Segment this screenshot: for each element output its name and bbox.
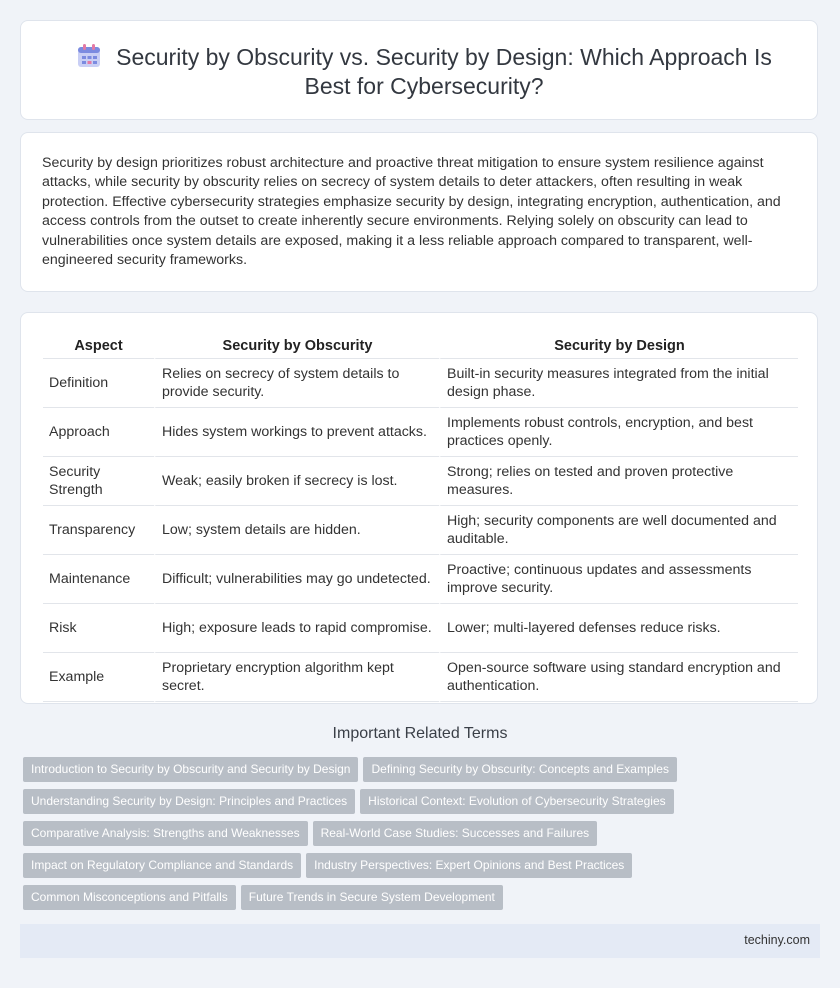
title-text: Security by Obscurity vs. Security by Design: Which Approach Is Best for Cybersecurity? bbox=[116, 44, 772, 99]
row-design: Lower; multi-layered defenses reduce risks. bbox=[439, 603, 798, 652]
row-aspect: Maintenance bbox=[43, 554, 154, 603]
table-row bbox=[43, 358, 798, 407]
related-term-link[interactable]: Industry Perspectives: Expert Opinions and Best Practices bbox=[306, 853, 632, 878]
title-card bbox=[20, 20, 818, 120]
intro-card bbox=[20, 132, 818, 292]
footer-site-link[interactable]: techiny.com bbox=[744, 933, 810, 947]
row-aspect: Transparency bbox=[43, 505, 154, 554]
related-term-link[interactable]: Historical Context: Evolution of Cybersecurity Strategies bbox=[360, 789, 673, 814]
related-terms-title: Important Related Terms bbox=[332, 725, 508, 742]
row-obscurity: Weak; easily broken if secrecy is lost. bbox=[154, 456, 439, 505]
comparison-card bbox=[20, 312, 818, 704]
related-term-link[interactable]: Common Misconceptions and Pitfalls bbox=[23, 885, 236, 910]
row-aspect: Example bbox=[43, 652, 154, 702]
row-obscurity: Proprietary encryption algorithm kept secret. bbox=[154, 652, 439, 702]
table-row bbox=[43, 407, 798, 456]
table-row bbox=[43, 603, 798, 652]
related-term-link[interactable]: Future Trends in Secure System Development bbox=[241, 885, 503, 910]
related-term-link[interactable]: Introduction to Security by Obscurity and Security by Design bbox=[23, 757, 358, 782]
intro-paragraph: Security by design prioritizes robust architecture and proactive threat mitigation to ensure system resilience against attacks, while security by obscurity relies on secrecy of system details to deter attackers, often resulting in weak protection. Effective cybersecurity strategies emphasize security by design, integrating encryption, authentication, and access controls from the outset to create inherently secure environments. Relying solely on obscurity can lead to vulnerabilities once system details are exposed, making it a less reliable approach compared to transparent, well-engineered security frameworks. bbox=[42, 155, 781, 269]
related-term-link[interactable]: Real-World Case Studies: Successes and Failures bbox=[313, 821, 598, 846]
table-row bbox=[43, 554, 798, 603]
related-terms-list bbox=[23, 757, 813, 917]
tag-row bbox=[23, 821, 813, 846]
related-term-link[interactable]: Comparative Analysis: Strengths and Weaknesses bbox=[23, 821, 308, 846]
row-design: Implements robust controls, encryption, and best practices openly. bbox=[439, 407, 798, 456]
footer bbox=[20, 924, 820, 958]
row-design: Open-source software using standard encryption and authentication. bbox=[439, 652, 798, 702]
related-term-link[interactable]: Understanding Security by Design: Principles and Practices bbox=[23, 789, 355, 814]
row-obscurity: Difficult; vulnerabilities may go undetected. bbox=[154, 554, 439, 603]
row-design: Built-in security measures integrated from the initial design phase. bbox=[439, 358, 798, 407]
row-design: Strong; relies on tested and proven protective measures. bbox=[439, 456, 798, 505]
table-header-row bbox=[43, 331, 798, 358]
page-title bbox=[61, 43, 787, 101]
header-obscurity: Security by Obscurity bbox=[154, 331, 439, 358]
tag-row bbox=[23, 885, 813, 910]
row-obscurity: Low; system details are hidden. bbox=[154, 505, 439, 554]
row-aspect: Risk bbox=[43, 603, 154, 652]
related-term-link[interactable]: Defining Security by Obscurity: Concepts and Examples bbox=[363, 757, 676, 782]
table-row bbox=[43, 505, 798, 554]
tag-row bbox=[23, 853, 813, 878]
comparison-table bbox=[43, 331, 798, 702]
row-obscurity: Relies on secrecy of system details to provide security. bbox=[154, 358, 439, 407]
header-design: Security by Design bbox=[439, 331, 798, 358]
row-design: High; security components are well documented and auditable. bbox=[439, 505, 798, 554]
row-aspect: Security Strength bbox=[43, 456, 154, 505]
header-aspect: Aspect bbox=[74, 338, 123, 354]
row-aspect: Approach bbox=[43, 407, 154, 456]
row-obscurity: High; exposure leads to rapid compromise. bbox=[154, 603, 439, 652]
table-row bbox=[43, 456, 798, 505]
calendar-grid-icon bbox=[76, 43, 102, 69]
row-aspect: Definition bbox=[43, 358, 154, 407]
related-term-link[interactable]: Impact on Regulatory Compliance and Standards bbox=[23, 853, 301, 878]
table-row bbox=[43, 652, 798, 702]
row-obscurity: Hides system workings to prevent attacks. bbox=[154, 407, 439, 456]
row-design: Proactive; continuous updates and assessments improve security. bbox=[439, 554, 798, 603]
tag-row bbox=[23, 789, 813, 814]
tag-row bbox=[23, 757, 813, 782]
